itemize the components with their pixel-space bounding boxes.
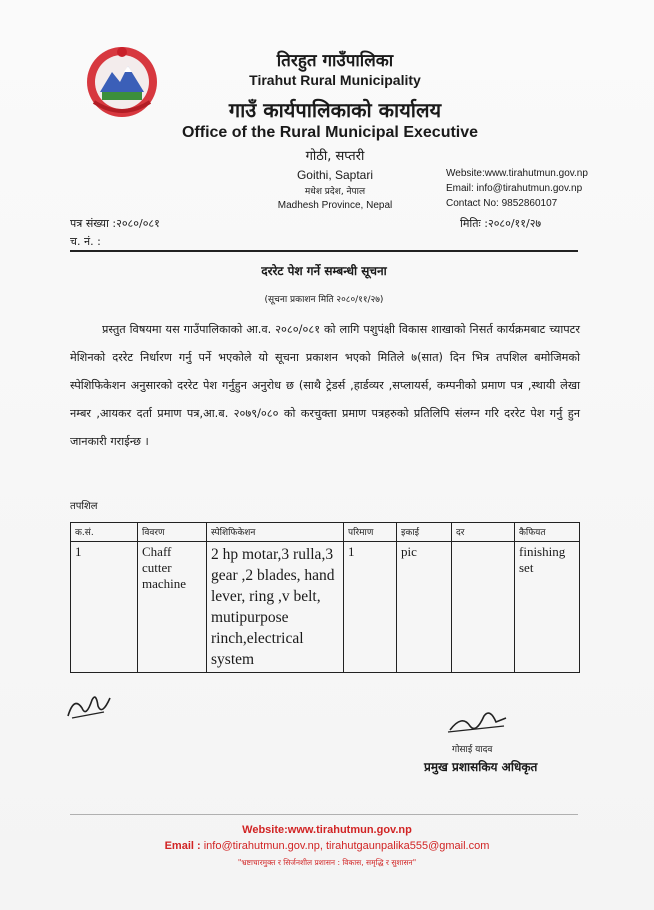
col-header-item: विवरण (138, 523, 207, 542)
office-name-en: Office of the Rural Municipal Executive (181, 124, 479, 141)
table-row (71, 542, 580, 673)
cell-rate (452, 542, 515, 673)
table-header-row (71, 523, 580, 542)
cell-sn: 1 (71, 542, 138, 673)
header-email[interactable]: Email: info@tirahutmun.gov.np (446, 183, 583, 194)
specification-table (70, 522, 580, 673)
col-header-qty: परिमाण (344, 523, 397, 542)
footer-motto: "भ्रष्टाचारमुक्त र सिर्जनशील प्रशासन : विकास, समृद्धि र सुशासन" (237, 858, 417, 867)
municipality-name-en: Tirahut Rural Municipality (249, 72, 421, 88)
province-en: Madhesh Province, Nepal (277, 200, 393, 211)
cell-qty: 1 (344, 542, 397, 673)
letter-date: मितिः :२०८०/११/२७ (460, 217, 542, 230)
cell-remarks: finishing set (515, 542, 580, 673)
cell-spec: 2 hp motar,3 rulla,3 gear ,2 blades, hand lever, ring ,v belt, mutipurpose rinch,electrical system (207, 542, 344, 673)
signature-icon (64, 688, 114, 722)
footer-email-addresses[interactable]: info@tirahutmun.gov.np, tirahutgaunpalika555@gmail.com (203, 840, 490, 852)
cell-unit: pic (397, 542, 452, 673)
contact-block (446, 166, 626, 211)
cell-item: Chaff cutter machine (138, 542, 207, 673)
officer-name: गोसाई यादव (452, 745, 493, 755)
header-contact: Contact No: 9852860107 (446, 198, 558, 209)
notice-body-text: प्रस्तुत विषयमा यस गाउँपालिकाको आ.व. २०८०/०८१ को लागि पशुपंक्षी विकास शाखाको निसर्त कार्यक्रमबाट च्यापटर मेशिनको दररेट निर्धारण गर्नु पर्ने भएकोले यो सूचना प्रकाशन भएको मितिले ७(सात) दिन भित्र तपशिल बमोजिमको स्पेशिफिकेशन अनुसारको दररेट पेश गर्नुहुन अनुरोध छ (साथै ट्रेडर्स ,हार्डव्यर ,सप्लायर्स, कम्पनीको प्रमाण पत्र ,स्थायी लेखा नम्बर ,आयकर दर्ता प्रमाण पत्र,आ.ब. २०७९/०८० को करचुक्ता प्रमाण पत्रहरुको प्रतिलिपि संलग्न गरि दररेट पेश गर्नु हुन जानकारी गराईन्छ । (70, 323, 580, 448)
letter-number: पत्र संख्या :२०८०/०८१ (70, 217, 160, 230)
officer-signature-icon (444, 708, 510, 736)
tapasil-label: तपशिल (70, 501, 98, 512)
footer-email-label: Email : (164, 840, 204, 852)
footer-website[interactable]: Website:www.tirahutmun.gov.np (242, 824, 412, 836)
col-header-remarks: कैफियत (515, 523, 580, 542)
footer-email (0, 840, 654, 852)
col-header-rate: दर (452, 523, 515, 542)
notice-subject: दररेट पेश गर्ने सम्बन्धी सूचना (261, 264, 387, 278)
col-header-sn: क.सं. (71, 523, 138, 542)
office-name-np: गाउँ कार्यपालिकाको कार्यालय (228, 98, 442, 122)
place-en: Goithi, Saptari (296, 168, 374, 182)
notice-body (70, 316, 580, 456)
place-np: गोठी, सप्तरी (305, 149, 365, 164)
publish-date: (सूचना प्रकाशन मिति २०८०/११/२७) (264, 295, 384, 305)
col-header-unit: इकाई (397, 523, 452, 542)
dispatch-number: च. नं. : (70, 235, 101, 248)
province-np: मधेश प्रदेश, नेपाल (304, 187, 366, 197)
municipality-name-np: तिरहुत गाउँपालिका (276, 51, 394, 71)
col-header-spec: स्पेशिफिकेशन (207, 523, 344, 542)
nepal-emblem-icon (84, 44, 160, 120)
footer-divider (70, 814, 578, 815)
header-website[interactable]: Website:www.tirahutmun.gov.np (446, 168, 588, 179)
header-divider (70, 250, 578, 252)
officer-title: प्रमुख प्रशासकिय अधिकृत (424, 760, 538, 774)
